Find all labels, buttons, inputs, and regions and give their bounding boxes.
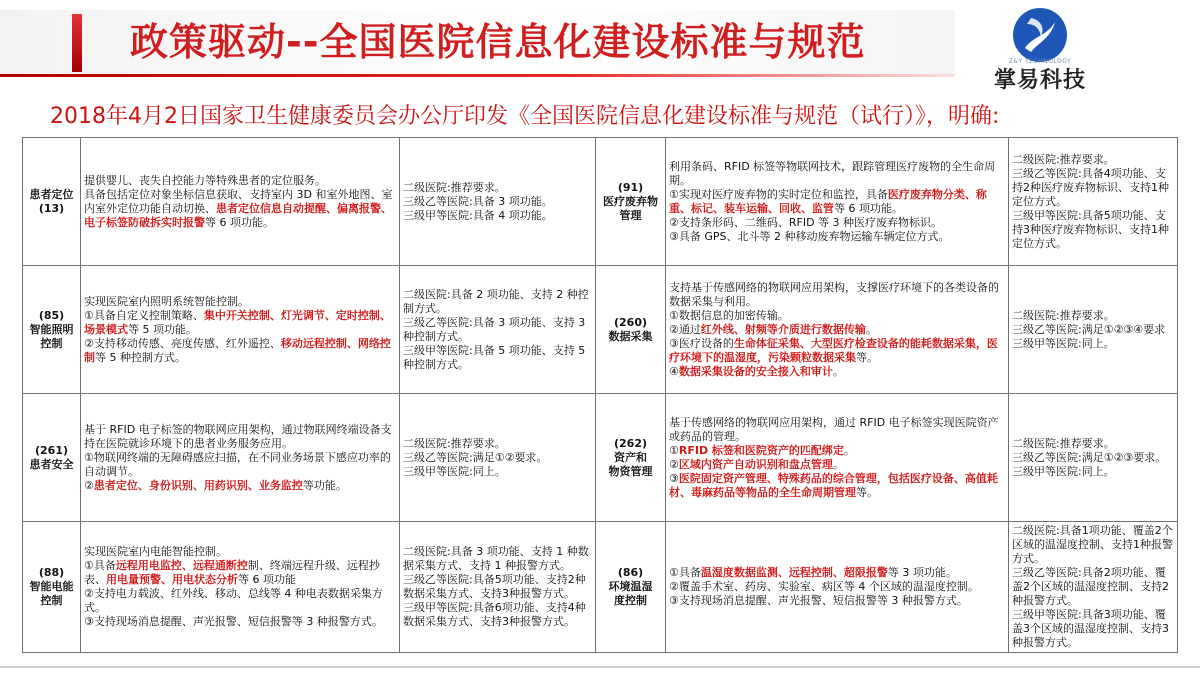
requirement-line: 三级甲等医院:具备 5 项功能、支持 5 种控制方式。 (403, 343, 586, 371)
item-name-line: (91) (617, 180, 644, 194)
item-name-line: (88) (38, 566, 65, 579)
item-description-cell (666, 138, 1009, 266)
requirement-line: 三级甲等医院:同上。 (403, 464, 506, 478)
description-paragraph (669, 458, 1005, 472)
highlighted-text: 数据采集设备的安全接入和审计 (678, 364, 833, 378)
description-paragraph (84, 587, 396, 615)
logo-emblem-icon (1011, 6, 1069, 64)
item-description-cell (81, 266, 400, 394)
highlighted-text: 生命体征采集、大型医疗检查设备的能耗数据采集，医疗环境下的温湿度，污染颗粒数据采集 (669, 336, 998, 364)
highlighted-text: RFID 标签和医院资产的匹配绑定 (678, 443, 844, 457)
description-text: 等 5 项功能。 (128, 322, 197, 336)
requirement-line: 三级乙等医院:具备 3 项功能。 (403, 194, 553, 208)
item-description-cell (666, 266, 1009, 394)
requirement-cell (400, 138, 596, 266)
description-text: 等 6 项功能。 (834, 201, 903, 215)
description-text: 。 (832, 457, 844, 471)
description-paragraph (669, 472, 1005, 500)
requirement-line: 二级医院:推荐要求。 (1012, 308, 1115, 322)
item-name-line: 管理 (619, 208, 642, 222)
description-text: ② (669, 457, 679, 471)
description-paragraph (84, 423, 396, 451)
highlighted-text: 集中开关控制、灯光调节、定时控制、场景模式 (84, 308, 391, 336)
requirement-line: 二级医院:推荐要求。 (1012, 152, 1115, 166)
description-text: 基于 RFID 电子标签的物联网应用架构，通过物联网终端设备支持在医院就诊环境下的患者业务服务应用。 (84, 422, 392, 450)
description-paragraph (84, 545, 396, 559)
highlighted-text: 远程用电监控、远程通断控 (115, 559, 248, 572)
table-row (23, 394, 1178, 522)
description-paragraph (669, 188, 1005, 216)
description-text: ① (669, 443, 679, 457)
description-paragraph (669, 337, 1005, 365)
requirement-cell (1009, 394, 1178, 522)
item-name-cell (23, 138, 81, 266)
page-title: 政策驱动--全国医院信息化建设标准与规范 (130, 20, 866, 64)
highlighted-text: 患者定位信息自动提醒、偏离报警、电子标签防破拆实时报警 (84, 201, 392, 229)
requirement-line: 二级医院:推荐要求。 (403, 180, 506, 194)
item-name-line: (261) (34, 443, 69, 457)
description-text: 。 (832, 364, 844, 378)
description-text: 基于传感网络的物联网应用架构，通过 RFID 电子标签实现医院资产或药品的管理。 (669, 415, 999, 443)
item-name-line: 资产和 (614, 450, 647, 464)
highlighted-text: 温湿度数据监测、远程控制、超限报警 (700, 566, 888, 579)
highlighted-text: 医疗废弃物分类、称重、标记、装车运输、回收、监管 (669, 187, 987, 215)
requirement-line: 三级甲等医院:同上。 (1012, 464, 1115, 478)
highlighted-text: 区域内资产自动识别和盘点管理 (678, 457, 833, 471)
item-name-line: 物资管理 (608, 464, 653, 478)
requirement-cell (400, 522, 596, 653)
requirement-line: 三级乙等医院:具备4项功能、支持2种医疗废弃物标识、支持1种定位方式。 (1012, 166, 1169, 208)
highlighted-text: 红外线、射频等介质进行数据传输 (700, 322, 866, 336)
description-paragraph (84, 559, 396, 587)
description-text: ④ (669, 364, 679, 378)
description-text: ①具备 (669, 566, 701, 579)
subtitle: 2018年4月2日国家卫生健康委员会办公厅印发《全国医院信息化建设标准与规范（试行）》，明确: (50, 104, 1000, 129)
highlighted-text: 患者定位、身份识别、用药识别、业务监控 (93, 478, 303, 492)
requirement-cell (400, 266, 596, 394)
description-text: 提供婴儿、丧失自控能力等特殊患者的定位服务。 (84, 173, 326, 187)
item-description-cell (666, 522, 1009, 653)
description-text: 实现医院室内电能智能控制。 (84, 545, 227, 558)
description-text: ③ (669, 471, 679, 485)
description-text: ②支持电力载波、红外线、移动、总线等 4 种电表数据采集方式。 (84, 587, 383, 614)
description-paragraph (84, 295, 396, 309)
bottom-divider (0, 666, 1200, 668)
item-name-cell (23, 394, 81, 522)
description-text: ①具备 (84, 559, 116, 572)
requirement-line: 三级乙等医院:具备5项功能、支持2种数据采集方式、支持3种报警方式。 (403, 573, 586, 600)
description-text: 等 3 项功能。 (887, 566, 957, 579)
description-text: 具备包括定位对象坐标信息获取、支持室内 3D 和室外地图、室内室外定位功能自动切换、 (84, 187, 393, 215)
description-paragraph (84, 337, 396, 365)
description-text: ②通过 (669, 322, 701, 336)
requirement-cell (1009, 522, 1178, 653)
item-name-line: 患者定位 (29, 187, 74, 201)
item-name-line: 环境温湿 (608, 580, 653, 593)
requirement-line: 二级医院:具备1项功能、覆盖2个区域的温湿度控制、支持1种报警方式。 (1012, 524, 1173, 565)
description-text: 支持基于传感网络的物联网应用架构，支撑医疗环境下的各类设备的数据采集与利用。 (669, 280, 999, 308)
description-text: ①具备自定义控制策略、 (84, 308, 204, 322)
description-paragraph (84, 309, 396, 337)
description-paragraph (669, 594, 1005, 608)
requirement-line: 三级乙等医院:具备2项功能、覆盖2个区域的温湿度控制、支持2种报警方式。 (1012, 566, 1169, 607)
description-paragraph (84, 479, 396, 493)
description-text: ②支持条形码、二维码、RFID 等 3 种医疗废弃物标识。 (669, 215, 943, 229)
item-name-line: (13) (38, 201, 65, 215)
description-paragraph (669, 580, 1005, 594)
item-description-cell (81, 394, 400, 522)
description-text: 等 5 种控制方式。 (95, 350, 186, 364)
table-row (23, 522, 1178, 653)
table-row (23, 138, 1178, 266)
description-paragraph (669, 444, 1005, 458)
item-name-line: (85) (38, 308, 65, 322)
description-paragraph (669, 281, 1005, 309)
requirement-line: 三级甲等医院:具备 4 项功能。 (403, 208, 553, 222)
description-paragraph (669, 365, 1005, 379)
title-accent-bar (72, 14, 82, 72)
item-name-cell (23, 266, 81, 394)
description-text: 等 6 项功能 (238, 573, 296, 586)
description-text: ①实现对医疗废弃物的实时定位和监控，具备 (669, 187, 888, 201)
highlighted-text: 移动远程控制、网络控制 (84, 336, 391, 364)
requirement-cell (400, 394, 596, 522)
item-name-line: 数据采集 (608, 329, 653, 343)
requirement-line: 三级甲等医院:具备3项功能、覆盖3个区域的温湿度控制、支持3种报警方式。 (1012, 608, 1169, 649)
item-name-line: 医疗废弃物 (603, 194, 658, 208)
description-paragraph (669, 323, 1005, 337)
brand-logo (985, 6, 1095, 104)
table-row (23, 266, 1178, 394)
item-name-line: 度控制 (614, 594, 647, 607)
description-text: 。 (843, 443, 855, 457)
requirement-line: 三级甲等医院:同上。 (1012, 336, 1115, 350)
description-paragraph (669, 309, 1005, 323)
description-paragraph (669, 216, 1005, 230)
description-paragraph (669, 566, 1005, 580)
description-text: ①物联网终端的无障碍感应扫描，在不同业务场景下感应功率的自动调节。 (84, 450, 391, 478)
item-name-cell (23, 522, 81, 653)
item-name-line: (260) (613, 315, 648, 329)
description-text: 实现医院室内照明系统智能控制。 (84, 294, 249, 308)
description-text: 利用条码、RFID 标签等物联网技术，跟踪管理医疗废物的全生命周期。 (669, 159, 996, 187)
requirement-line: 三级乙等医院:满足①②③要求。 (1012, 450, 1167, 464)
description-text: 等功能。 (302, 478, 347, 492)
item-name-line: 控制 (40, 594, 63, 607)
description-text: ③支持现场消息提醒、声光报警、短信报警等 3 种报警方式。 (84, 615, 383, 628)
item-name-cell (596, 138, 666, 266)
item-description-cell (81, 138, 400, 266)
description-text: ③医疗设备的 (669, 336, 734, 350)
description-paragraph (84, 174, 396, 188)
description-text: 等 6 项功能。 (205, 215, 274, 229)
description-paragraph (669, 230, 1005, 244)
requirement-line: 二级医院:推荐要求。 (403, 436, 506, 450)
requirement-line: 三级甲等医院:具备6项功能、支持4种数据采集方式、支持3种报警方式。 (403, 601, 586, 628)
item-name-cell (596, 266, 666, 394)
highlighted-text: 用电量预警、用电状态分析 (106, 573, 238, 586)
description-text: ①数据信息的加密传输。 (669, 308, 789, 322)
requirement-line: 二级医院:具备 2 项功能、支持 2 种控制方式。 (403, 287, 589, 315)
description-text: 。 (865, 322, 877, 336)
item-name-line: 患者安全 (29, 457, 74, 471)
item-name-line: 智能照明 (29, 322, 74, 336)
description-text: ③具备 GPS、北斗等 2 种移动废弃物运输车辆定位方式。 (669, 229, 950, 243)
requirement-line: 二级医院:推荐要求。 (1012, 436, 1115, 450)
highlighted-text: 医院固定资产管理、特殊药品的综合管理，包括医疗设备、高值耗材、毒麻药品等物品的全生命周期管理 (669, 471, 998, 499)
description-text: ③支持现场消息提醒、声光报警、短信报警等 3 种报警方式。 (669, 594, 968, 607)
item-name-line: (262) (613, 436, 648, 450)
description-text: ②覆盖手术室、药房、实验室、病区等 4 个区域的温湿度控制。 (669, 580, 979, 593)
requirement-line: 三级乙等医院:满足①②要求。 (403, 450, 548, 464)
description-text: ②支持移动传感、亮度传感、红外遥控、 (84, 336, 281, 350)
description-paragraph (84, 188, 396, 230)
requirement-line: 三级乙等医院:满足①②③④要求 (1012, 322, 1166, 336)
item-description-cell (81, 522, 400, 653)
description-text: ② (84, 478, 94, 492)
requirement-line: 三级甲等医院:具备5项功能、支持3种医疗废弃物标识、支持1种定位方式。 (1012, 208, 1169, 250)
description-paragraph (84, 451, 396, 479)
requirement-line: 二级医院:具备 3 项功能、支持 1 种数据采集方式、支持 1 种报警方式。 (403, 545, 589, 572)
requirement-cell (1009, 138, 1178, 266)
requirement-cell (1009, 266, 1178, 394)
description-paragraph (669, 160, 1005, 188)
description-paragraph (669, 416, 1005, 444)
item-name-cell (596, 394, 666, 522)
item-description-cell (666, 394, 1009, 522)
title-underline (0, 74, 955, 77)
logo-tagline: Z&Y TECHNOLOGY (1008, 58, 1072, 65)
item-name-line: (86) (617, 566, 644, 579)
description-text: 制、终端远程升级、远程抄表、 (84, 559, 380, 586)
requirement-line: 三级乙等医院:具备 3 项功能、支持 3 种控制方式。 (403, 315, 586, 343)
item-name-line: 控制 (40, 336, 63, 350)
logo-name: 掌易科技 (993, 68, 1086, 93)
description-paragraph (84, 615, 396, 629)
item-name-line: 智能电能 (29, 580, 74, 593)
description-text: 等。 (856, 350, 878, 364)
description-text: 等。 (856, 485, 878, 499)
standards-table (22, 137, 1178, 653)
item-name-cell (596, 522, 666, 653)
